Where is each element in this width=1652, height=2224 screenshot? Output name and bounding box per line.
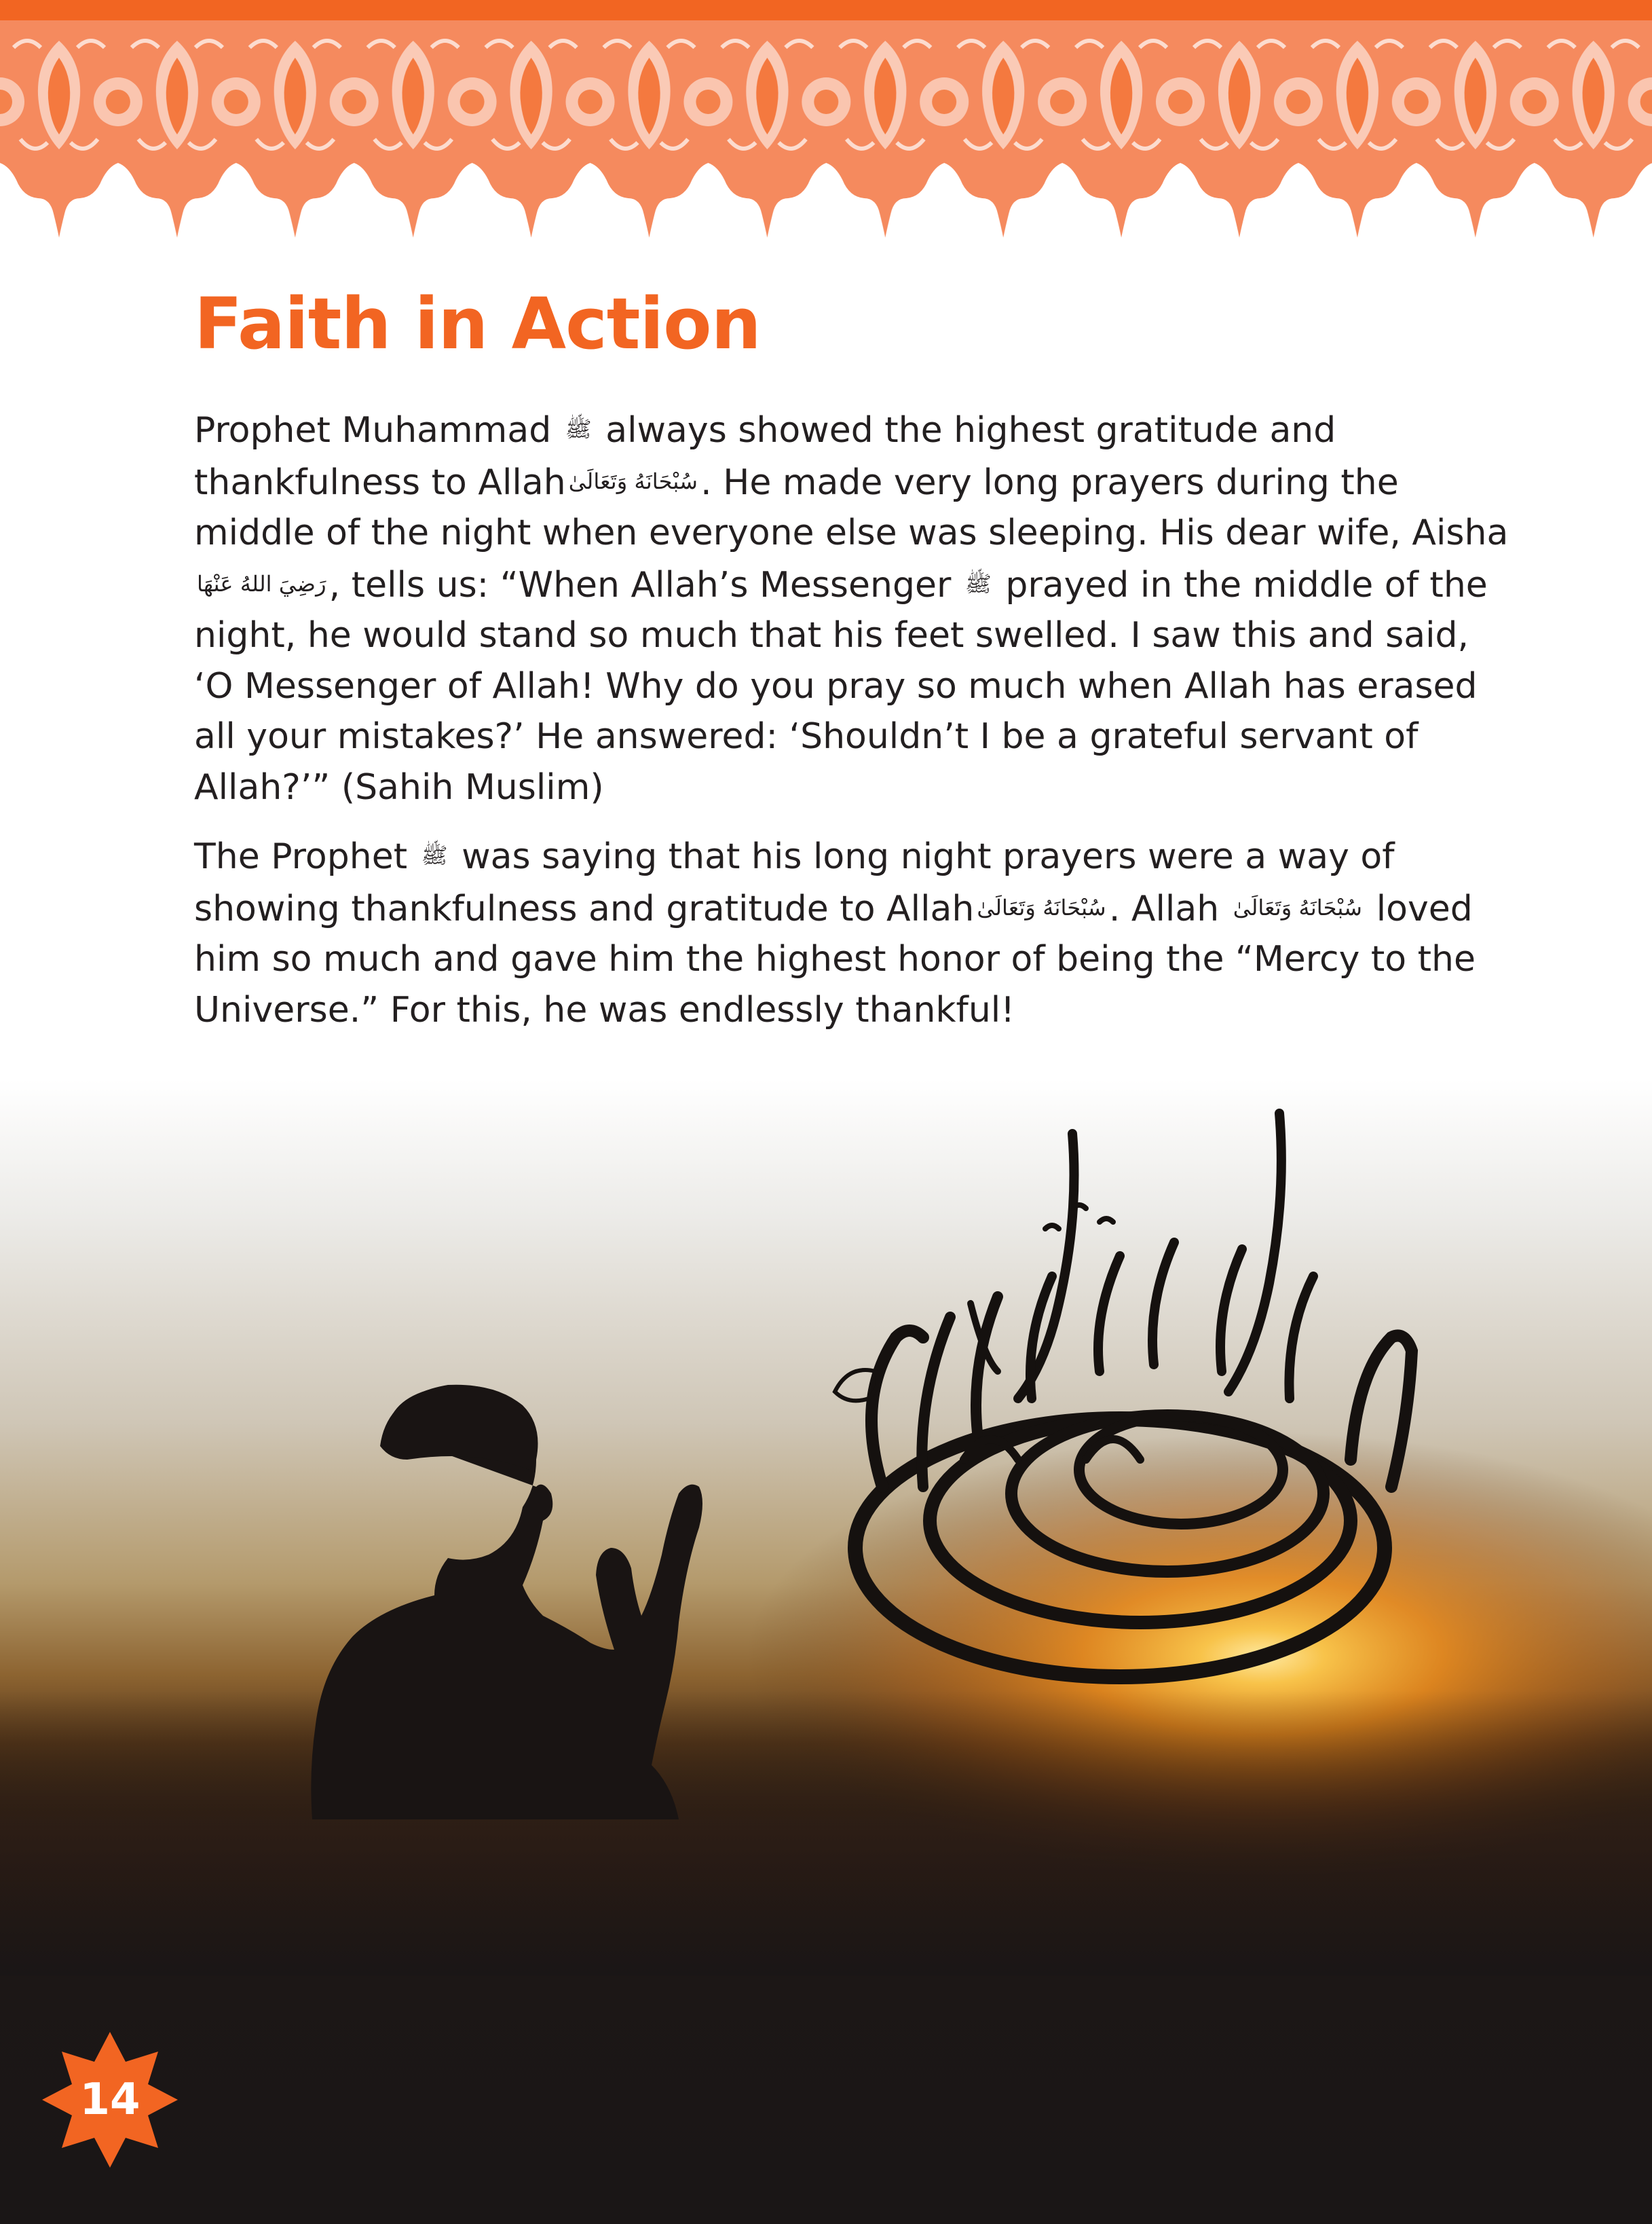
text-run: The Prophet — [194, 836, 408, 878]
honorific-aisha: رَضِيَ اللهُ عَنْهَا — [197, 570, 326, 597]
honorific-prophet: ﷺ — [964, 570, 992, 597]
honorific-prophet: ﷺ — [565, 416, 592, 442]
text-run: prayed in the middle of the night, he would stand so much that his feet swelled. I saw this and said, ‘O Messenger of Allah! Why do you pray so much when Allah has erased all your mistakes?’ He answered: ‘Shouldn’t I be a grateful servant of Allah?’” (Sahih Muslim) — [194, 564, 1488, 808]
page-title: Faith in Action — [194, 282, 761, 365]
text-run: loved him so much and gave him the highest honor of being the “Mercy to the Universe.” For this, he was endlessly thankful! — [194, 888, 1476, 1031]
honorific-allah: سُبْحَانَهُ وَتَعَالَىٰ — [568, 468, 698, 494]
honorific-allah: سُبْحَانَهُ وَتَعَالَىٰ — [977, 894, 1106, 921]
honorific-allah: سُبْحَانَهُ وَتَعَالَىٰ — [1233, 894, 1363, 921]
text-run: . He made very long prayers during the middle of the night when everyone else was sleeping. His dear wife, Aisha — [194, 462, 1509, 554]
page-number: 14 — [79, 2075, 140, 2125]
sunset-photo — [0, 1079, 1652, 2224]
paragraph-1 — [194, 404, 1518, 813]
paragraph-2 — [194, 830, 1518, 1035]
honorific-prophet: ﷺ — [421, 842, 448, 869]
arabesque-border-icon — [0, 20, 1652, 251]
text-run: always showed the highest gratitude and thankfulness to Allah — [194, 410, 1336, 503]
body-text — [194, 404, 1518, 1053]
text-run: . Allah — [1108, 888, 1220, 929]
text-run: was saying that his long night prayers were a way of showing thankfulness and gratitude to Allah — [194, 836, 1395, 929]
text-run: Prophet Muhammad — [194, 410, 552, 451]
text-run: , tells us: “When Allah’s Messenger — [328, 564, 952, 606]
